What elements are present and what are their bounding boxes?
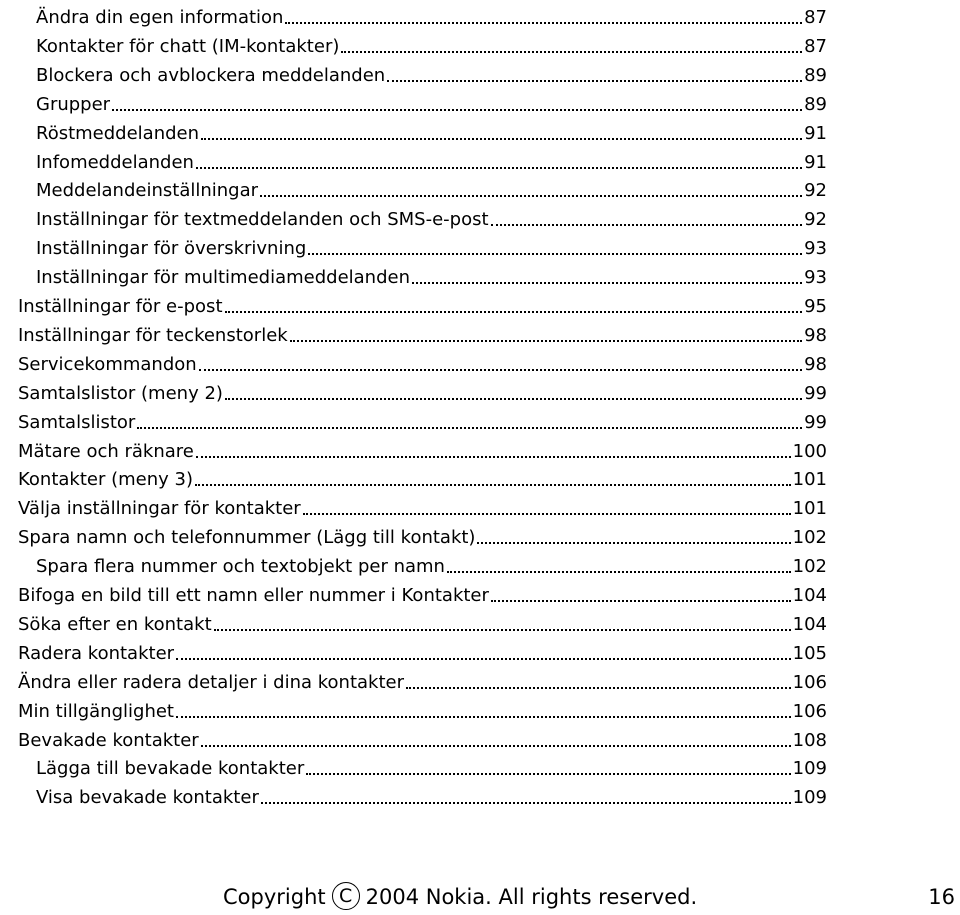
toc-dot-leader	[447, 571, 791, 573]
toc-entry-page: 106	[792, 700, 827, 722]
toc-entry	[36, 117, 827, 145]
toc-dot-leader	[201, 745, 791, 747]
toc-entry-page: 93	[804, 238, 827, 260]
page-footer	[0, 880, 960, 914]
toc-entry	[36, 146, 827, 174]
toc-entry	[18, 319, 827, 347]
toc-entry-label: Lägga till bevakade kontakter	[36, 758, 305, 780]
toc-entry-page: 109	[792, 787, 827, 809]
toc-entry	[36, 203, 827, 231]
toc-dot-leader	[196, 456, 791, 458]
copyright-suffix: 2004 Nokia. All rights reserved.	[365, 885, 698, 909]
toc-entry	[18, 666, 827, 694]
toc-dot-leader	[112, 109, 802, 111]
toc-dot-leader	[303, 513, 791, 515]
toc-dot-leader	[387, 80, 802, 82]
toc-dot-leader	[214, 629, 791, 631]
copyright-prefix: Copyright	[223, 885, 326, 909]
toc-dot-leader	[196, 167, 802, 169]
toc-entry	[18, 348, 827, 376]
toc-dot-leader	[195, 484, 791, 486]
toc-dot-leader	[201, 138, 802, 140]
toc-entry-label: Radera kontakter	[18, 642, 175, 664]
copyright-symbol-icon: C	[332, 882, 360, 910]
toc-entry-label: Inställningar för multimediameddelanden	[36, 267, 411, 289]
toc-entry-page: 100	[792, 440, 827, 462]
toc-dot-leader	[412, 282, 802, 284]
toc-entry	[36, 232, 827, 260]
toc-dot-leader	[176, 716, 791, 718]
toc-entry-page: 87	[804, 7, 827, 28]
toc-entry-label: Välja inställningar för kontakter	[18, 498, 301, 520]
toc-entry-page: 102	[792, 527, 827, 549]
toc-entry-label: Samtalslistor (meny 2)	[18, 382, 223, 404]
toc-entry-page: 104	[792, 585, 827, 606]
toc-entry	[36, 59, 827, 87]
toc-entry	[18, 637, 827, 665]
toc-entry-label: Kontakter (meny 3)	[18, 469, 193, 491]
toc-entry-page: 89	[804, 93, 827, 115]
toc-entry-page: 101	[792, 498, 827, 520]
toc-entry-page: 99	[804, 411, 827, 433]
toc-entry-page: 92	[804, 180, 827, 202]
toc-dot-leader	[491, 600, 791, 602]
toc-entry-label: Visa bevakade kontakter	[36, 787, 259, 809]
toc-entry-page: 89	[804, 64, 827, 86]
page-number: 16	[928, 885, 955, 909]
toc-dot-leader	[406, 687, 791, 689]
toc-dot-leader	[199, 369, 802, 371]
toc-entry	[36, 88, 827, 116]
toc-entry	[36, 261, 827, 289]
toc-entry-label: Inställningar för textmeddelanden och SMS-e-post	[36, 209, 489, 231]
toc-entry-label: Mätare och räknare	[18, 440, 194, 462]
toc-dot-leader	[176, 658, 791, 660]
toc-dot-leader	[290, 340, 802, 342]
toc-dot-leader	[477, 542, 790, 544]
toc-entry-label: Ändra eller radera detaljer i dina kontakter	[18, 671, 404, 693]
toc-entry	[18, 521, 827, 549]
toc-entry-label: Grupper	[36, 93, 111, 115]
toc-entry-page: 106	[792, 671, 827, 693]
toc-entry-label: Samtalslistor	[18, 411, 136, 433]
toc-entry	[18, 406, 827, 434]
toc-dot-leader	[225, 311, 803, 313]
toc-dot-leader	[137, 427, 802, 429]
toc-dot-leader	[285, 22, 802, 24]
toc-entry	[18, 579, 827, 607]
toc-entry	[36, 1, 827, 29]
toc-entry-label: Söka efter en kontakt	[18, 613, 212, 635]
toc-entry	[18, 724, 827, 752]
copyright-notice	[223, 880, 697, 914]
toc-entry	[18, 695, 827, 723]
toc-entry-label: Inställningar för teckenstorlek	[18, 324, 288, 346]
toc-entry-label: Kontakter för chatt (IM-kontakter)	[36, 35, 340, 57]
toc-entry-label: Meddelandeinställningar	[36, 180, 259, 202]
toc-entry-label: Servicekommandon	[18, 353, 197, 375]
toc-entry-page: 91	[804, 151, 827, 173]
toc-dot-leader	[261, 802, 791, 804]
toc-dot-leader	[308, 253, 802, 255]
toc-entry-page: 92	[804, 209, 827, 231]
toc-entry-page: 95	[804, 296, 827, 317]
toc-entry	[36, 550, 827, 578]
toc-entry	[18, 377, 827, 405]
toc-entry	[18, 608, 827, 636]
toc-entry	[36, 174, 827, 202]
toc-entry	[18, 435, 827, 463]
toc-entry-page: 87	[804, 35, 827, 57]
toc-entry	[18, 492, 827, 520]
toc-entry-label: Inställningar för e-post	[18, 296, 223, 317]
toc-dot-leader	[225, 398, 802, 400]
toc-entry-label: Blockera och avblockera meddelanden	[36, 64, 386, 86]
toc-entry	[18, 463, 827, 491]
toc-entry-label: Bevakade kontakter	[18, 729, 199, 751]
toc-entry-label: Bifoga en bild till ett namn eller nummer i Kontakter	[18, 585, 489, 606]
toc-entry-page: 99	[804, 382, 827, 404]
toc-dot-leader	[260, 195, 802, 197]
toc-entry-label: Ändra din egen information	[36, 7, 284, 28]
toc-entry-label: Inställningar för överskrivning	[36, 238, 307, 260]
toc-dot-leader	[491, 224, 803, 226]
toc-entry-page: 104	[792, 613, 827, 635]
toc-entry	[36, 30, 827, 58]
toc-entry-page: 102	[792, 556, 827, 578]
toc-entry-page: 109	[792, 758, 827, 780]
toc-entry-page: 93	[804, 267, 827, 289]
toc-entry-page: 98	[804, 324, 827, 346]
toc-entry-page: 105	[792, 642, 827, 664]
toc-entry	[18, 290, 827, 318]
toc-entry-page: 98	[804, 353, 827, 375]
toc-entry-page: 91	[804, 122, 827, 144]
toc-dot-leader	[341, 51, 802, 53]
toc-entry-label: Spara flera nummer och textobjekt per namn	[36, 556, 445, 578]
toc-entry-label: Röstmeddelanden	[36, 122, 200, 144]
toc-entry	[36, 781, 827, 809]
toc-entry-page: 108	[792, 729, 827, 751]
toc-entry-page: 101	[792, 469, 827, 491]
toc-entry-label: Spara namn och telefonnummer (Lägg till kontakt)	[18, 527, 476, 549]
toc-entry-label: Min tillgänglighet	[18, 700, 174, 722]
toc-entry	[36, 752, 827, 780]
toc-dot-leader	[306, 773, 790, 775]
toc-entry-label: Infomeddelanden	[36, 151, 194, 173]
